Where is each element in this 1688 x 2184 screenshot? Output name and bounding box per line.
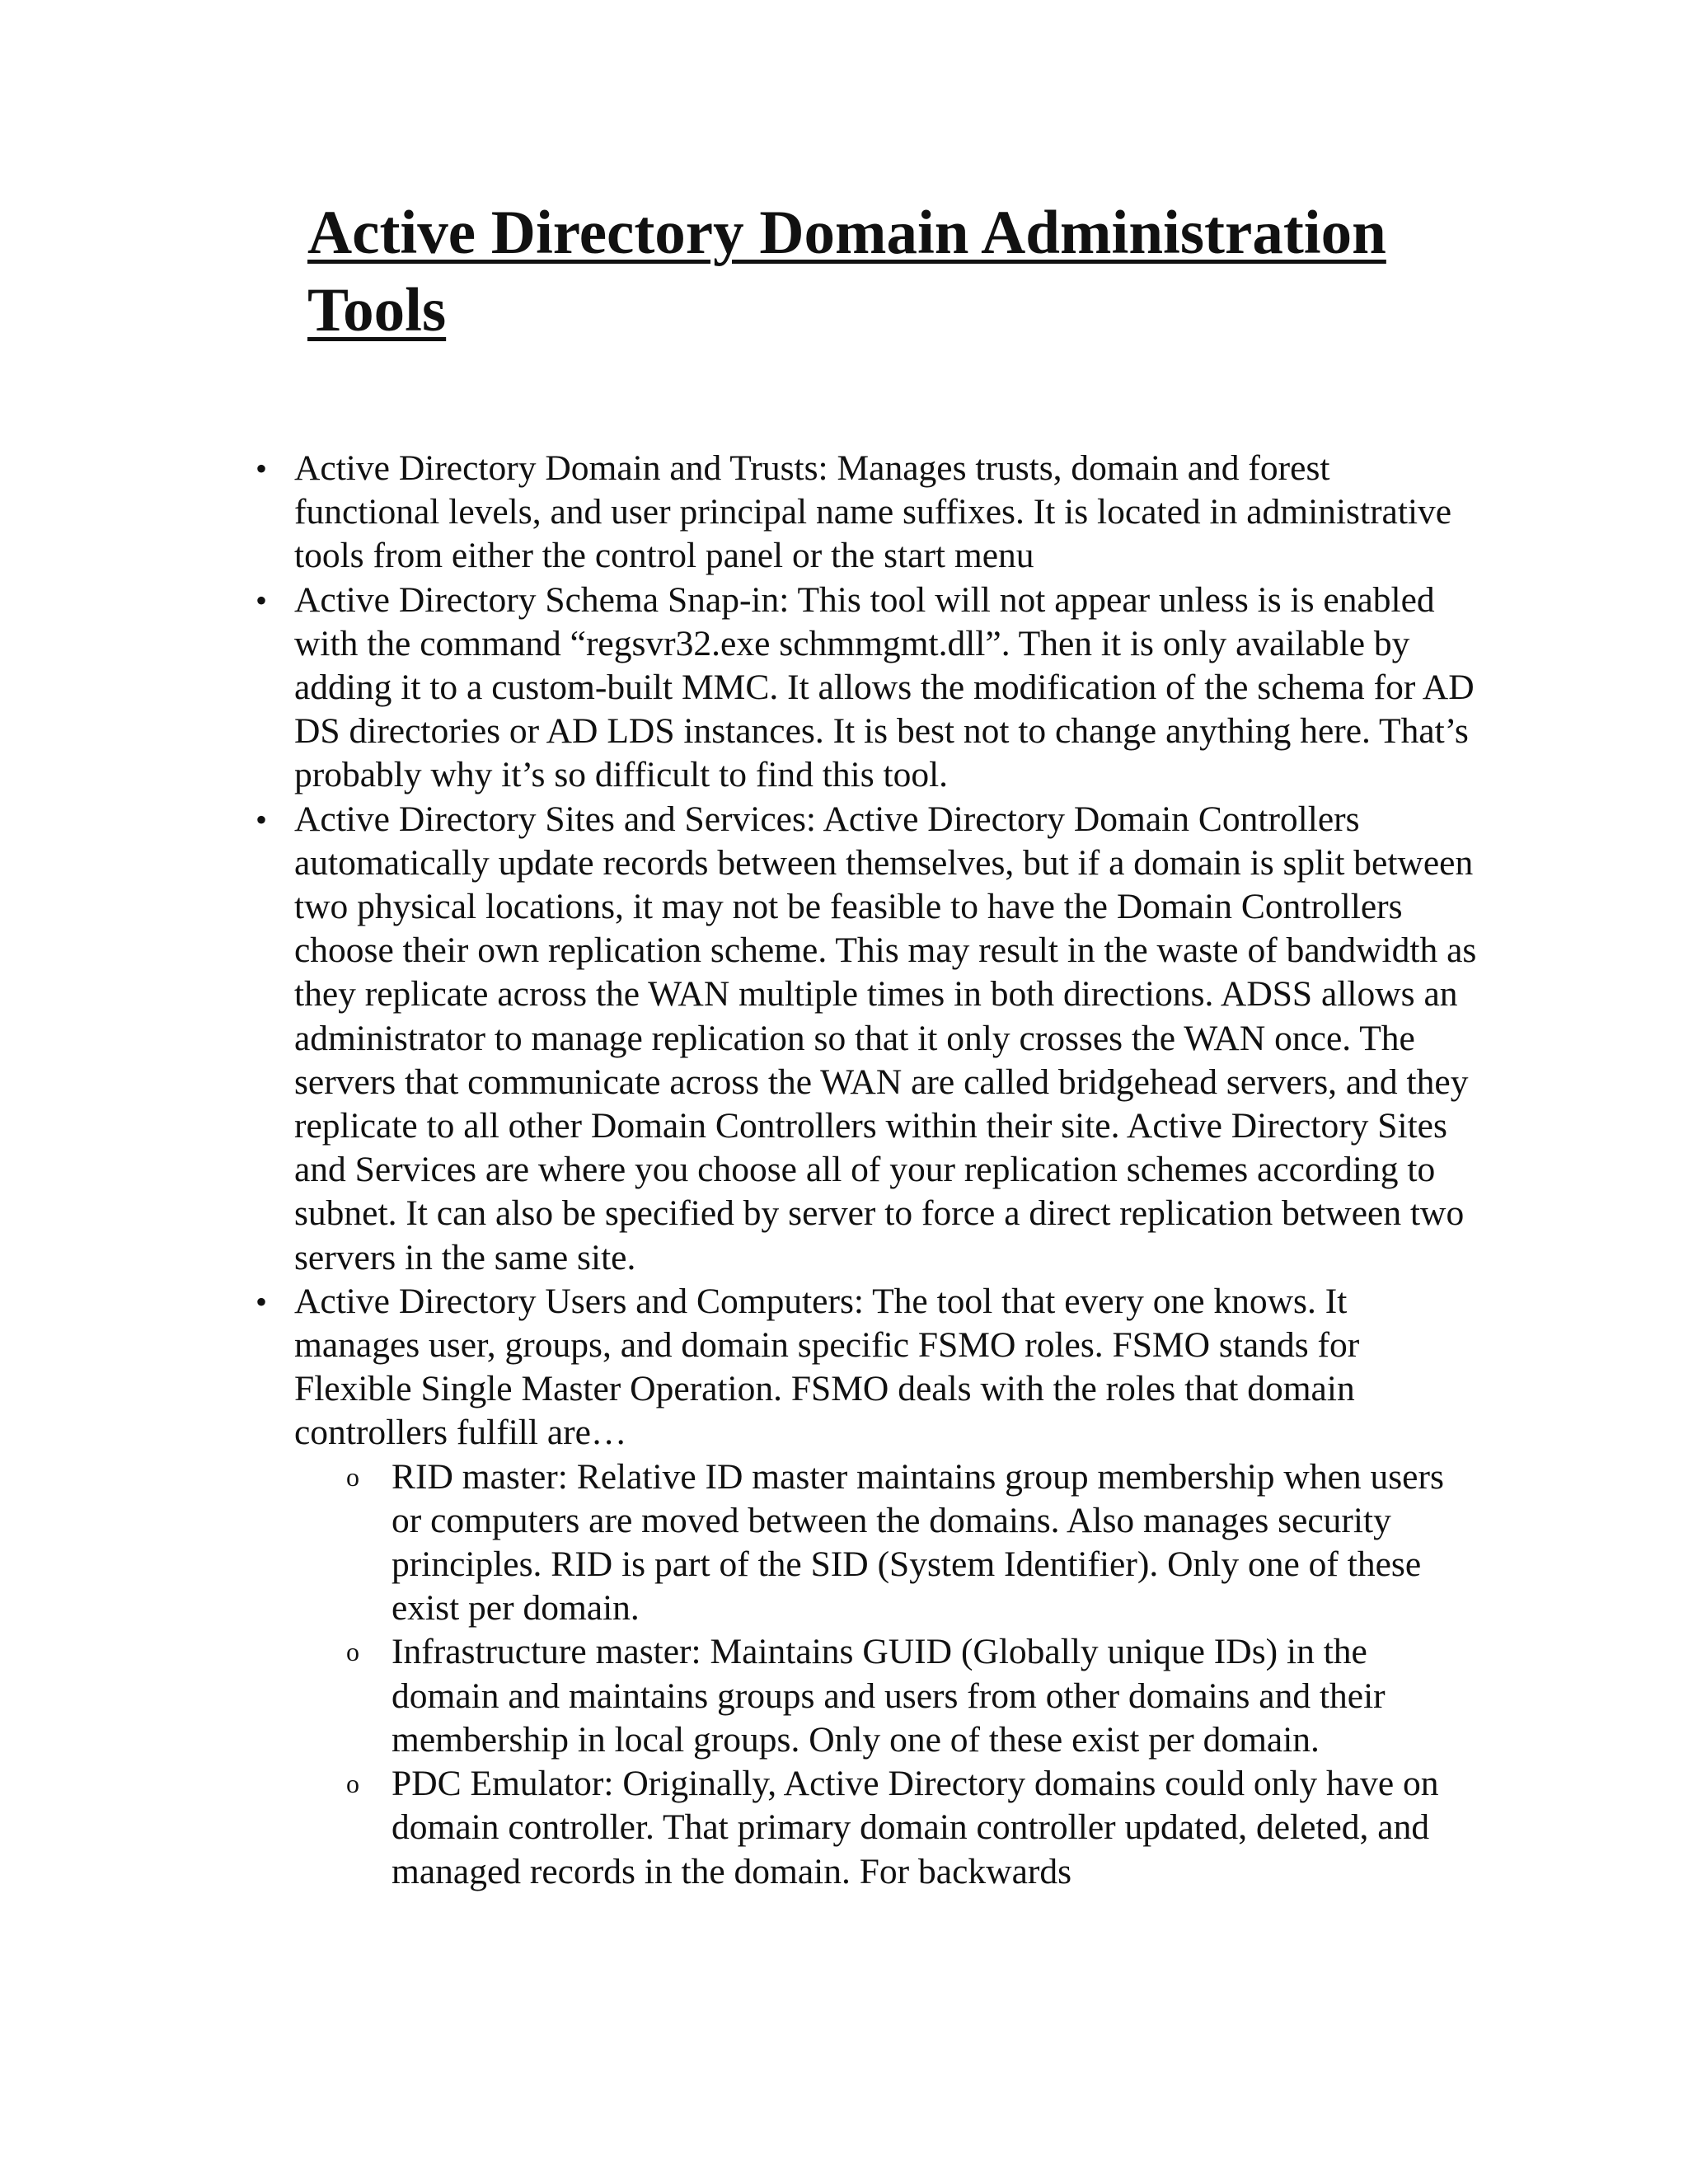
tool-list bbox=[255, 447, 1481, 1894]
circle-bullet-icon: o bbox=[346, 1637, 359, 1667]
list-item-sites-and-services bbox=[255, 798, 1481, 1280]
list-item-text: Active Directory Domain and Trusts: Manages trusts, domain and forest functional levels, and user principal name suffixes. It is located in administrative tools from either the control panel or the start menu bbox=[294, 448, 1452, 576]
list-item-text: Active Directory Schema Snap-in: This tool will not appear unless is is enabled with the command “regsvr32.exe schmmgmt.dll”. Then it is only available by adding it to a custom-built MMC. It allows the modification of the schema for AD DS directories or AD LDS instances. It is best not to change anything here. That’s probably why it’s so difficult to find this tool. bbox=[294, 579, 1475, 795]
fsmo-role-list bbox=[294, 1455, 1481, 1894]
list-item-domains-and-trusts bbox=[255, 447, 1481, 579]
circle-bullet-icon: o bbox=[346, 1769, 359, 1799]
sub-list-item-text: PDC Emulator: Originally, Active Directory domains could only have on domain controller. That primary domain controller updated, deleted, and managed records in the domain. For backwards bbox=[392, 1764, 1439, 1891]
list-item-text: Active Directory Users and Computers: The tool that every one knows. It manages user, groups, and domain specific FSMO roles. FSMO stands for Flexible Single Master Operation. FSMO deals with the roles that domain controllers fulfill are… bbox=[294, 1281, 1360, 1453]
sub-list-item-rid-master bbox=[346, 1455, 1481, 1631]
list-item-users-and-computers bbox=[255, 1280, 1481, 1894]
sub-list-item-pdc-emulator bbox=[346, 1762, 1481, 1894]
sub-list-item-text: Infrastructure master: Maintains GUID (Globally unique IDs) in the domain and maintains groups and users from other domains and their membership in local groups. Only one of these exist per domain. bbox=[392, 1632, 1386, 1760]
page-title: Active Directory Domain Administration Tools bbox=[307, 199, 1386, 344]
list-item-schema-snap-in bbox=[255, 579, 1481, 798]
bullet-icon: • bbox=[255, 800, 267, 838]
bullet-icon: • bbox=[255, 581, 267, 619]
bullet-icon: • bbox=[255, 1282, 267, 1320]
sub-list-item-infrastructure-master bbox=[346, 1630, 1481, 1762]
sub-list-item-text: RID master: Relative ID master maintains group membership when users or computers are moved between the domains. Also manages security principles. RID is part of the SID (System Identifier). Only one of these exist per domain. bbox=[392, 1456, 1444, 1629]
circle-bullet-icon: o bbox=[346, 1461, 359, 1492]
bullet-icon: • bbox=[255, 450, 267, 487]
list-item-text: Active Directory Sites and Services: Active Directory Domain Controllers automatically update records between themselves, but if a domain is split between two physical locations, it may not be feasible to have the Domain Controllers choose their own replication scheme. This may result in the waste of bandwidth as they replicate across the WAN multiple times in both directions. ADSS allows an administrator to manage replication so that it only crosses the WAN once. The servers that communicate across the WAN are called bridgehead servers, and they replicate to all other Domain Controllers within their site. Active Directory Sites and Services are where you choose all of your replication schemes according to subnet. It can also be specified by server to force a direct replication between two servers in the same site. bbox=[294, 799, 1477, 1277]
